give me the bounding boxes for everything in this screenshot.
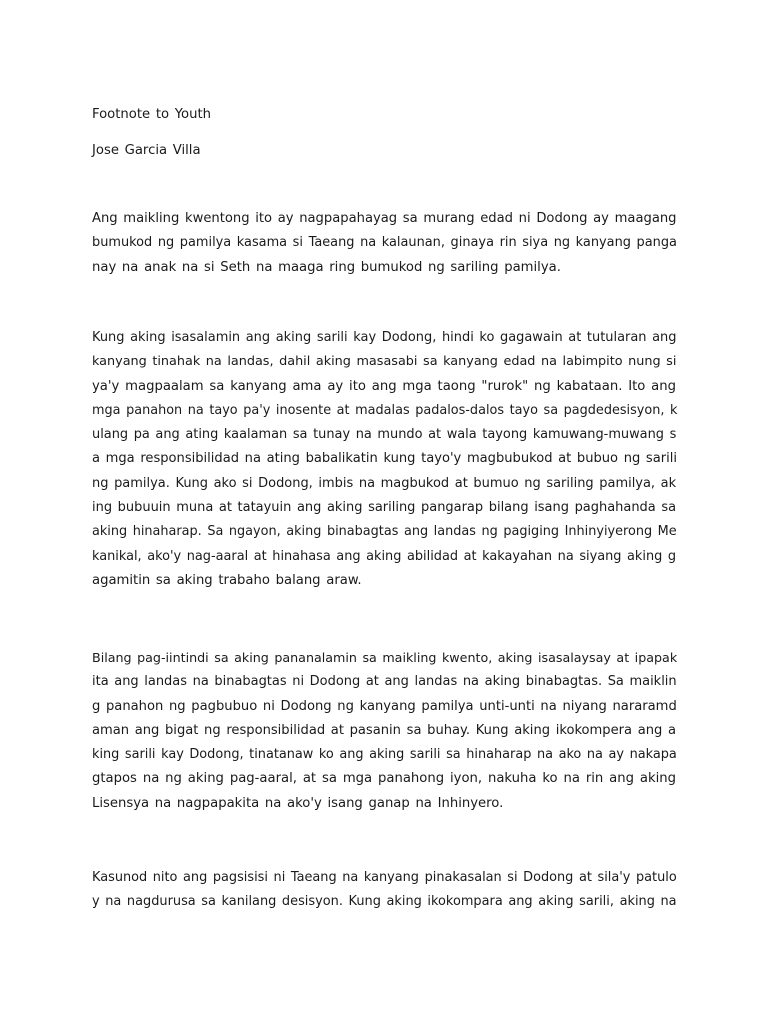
paragraph-line: g panahon ng pagbubuo ni Dodong ng kanyang pamilya unti-unti na niyang nararamd <box>92 698 677 714</box>
paragraph-line: kanikal, ako'y nag-aaral at hinahasa ang aking abilidad at kakayahan na siyang aking g <box>92 548 677 564</box>
paragraph-line: aking hinaharap. Sa ngayon, aking binabagtas ang landas ng pagiging Inhinyiyerong Me <box>92 524 677 540</box>
paragraph-line: Kung aking isasalamin ang aking sarili kay Dodong, hindi ko gagawain at tutularan ang <box>92 330 677 345</box>
paragraph-line: gtapos na ng aking pag-aaral, at sa mga panahong iyon, nakuha ko na rin ang aking <box>92 771 676 787</box>
document-title: Footnote to Youth <box>92 107 212 122</box>
paragraph-line: y na nagdurusa sa kanilang desisyon. Kung aking ikokompara ang aking sarili, aking na <box>92 894 677 910</box>
paragraph-2 <box>92 326 676 593</box>
paragraph-4 <box>92 866 676 915</box>
paragraph-line: aman ang bigat ng responsibilidad at pasanin sa buhay. Kung aking ikokompera ang a <box>92 722 676 738</box>
paragraph-1 <box>92 207 676 280</box>
paragraph-line: bumukod ng pamilya kasama si Taeang na kalaunan, ginaya rin siya ng kanyang panga <box>92 235 677 251</box>
document-author: Jose Garcia Villa <box>92 143 201 158</box>
paragraph-line: Ang maikling kwentong ito ay nagpapahayag sa murang edad ni Dodong ay maagang <box>92 211 677 226</box>
paragraph-line: nay na anak na si Seth na maaga ring bumukod ng sariling pamilya. <box>92 259 561 275</box>
paragraph-line: ulang pa ang ating kaalaman sa tunay na mundo at wala tayong kamuwang-muwang s <box>92 427 677 443</box>
paragraph-line: Bilang pag-iintindi sa aking pananalamin sa maikling kwento, aking isasalaysay at ipapak <box>92 650 678 665</box>
paragraph-line: ita ang landas na binabagtas ni Dodong at ang landas na aking binabagtas. Sa maiklin <box>92 674 677 690</box>
paragraph-line: agamitin sa aking trabaho balang araw. <box>92 572 362 588</box>
paragraph-line: ya'y magpaalam sa kanyang ama ay ito ang mga taong "rurok" ng kabataan. Ito ang <box>92 378 676 394</box>
paragraph-line: a mga responsibilidad na ating babalikatin kung tayo'y magbubukod at bubuo ng sarili <box>92 451 677 467</box>
paragraph-line: Kasunod nito ang pagsisisi ni Taeang na kanyang pinakasalan si Dodong at sila'y patulo <box>92 870 677 885</box>
paragraph-line: Lisensya na nagpapakita na ako'y isang ganap na Inhinyero. <box>92 795 504 811</box>
paragraph-line: mga panahon na tayo pa'y inosente at madalas padalos-dalos tayo sa pagdedesisyon, k <box>92 402 678 418</box>
paragraph-3 <box>92 646 676 816</box>
paragraph-line: ing bubuuin muna at tatayuin ang aking sariling pangarap bilang isang paghahanda sa <box>92 500 677 516</box>
paragraph-line: ng pamilya. Kung ako si Dodong, imbis na magbukod at bumuo ng sariling pamilya, ak <box>92 475 677 491</box>
paragraph-line: king sarili kay Dodong, tinatanaw ko ang aking sarili sa hinaharap na ako na ay nakapa <box>92 747 677 763</box>
paragraph-line: kanyang tinahak na landas, dahil aking masasabi sa kanyang edad na labimpito nung si <box>92 354 677 370</box>
